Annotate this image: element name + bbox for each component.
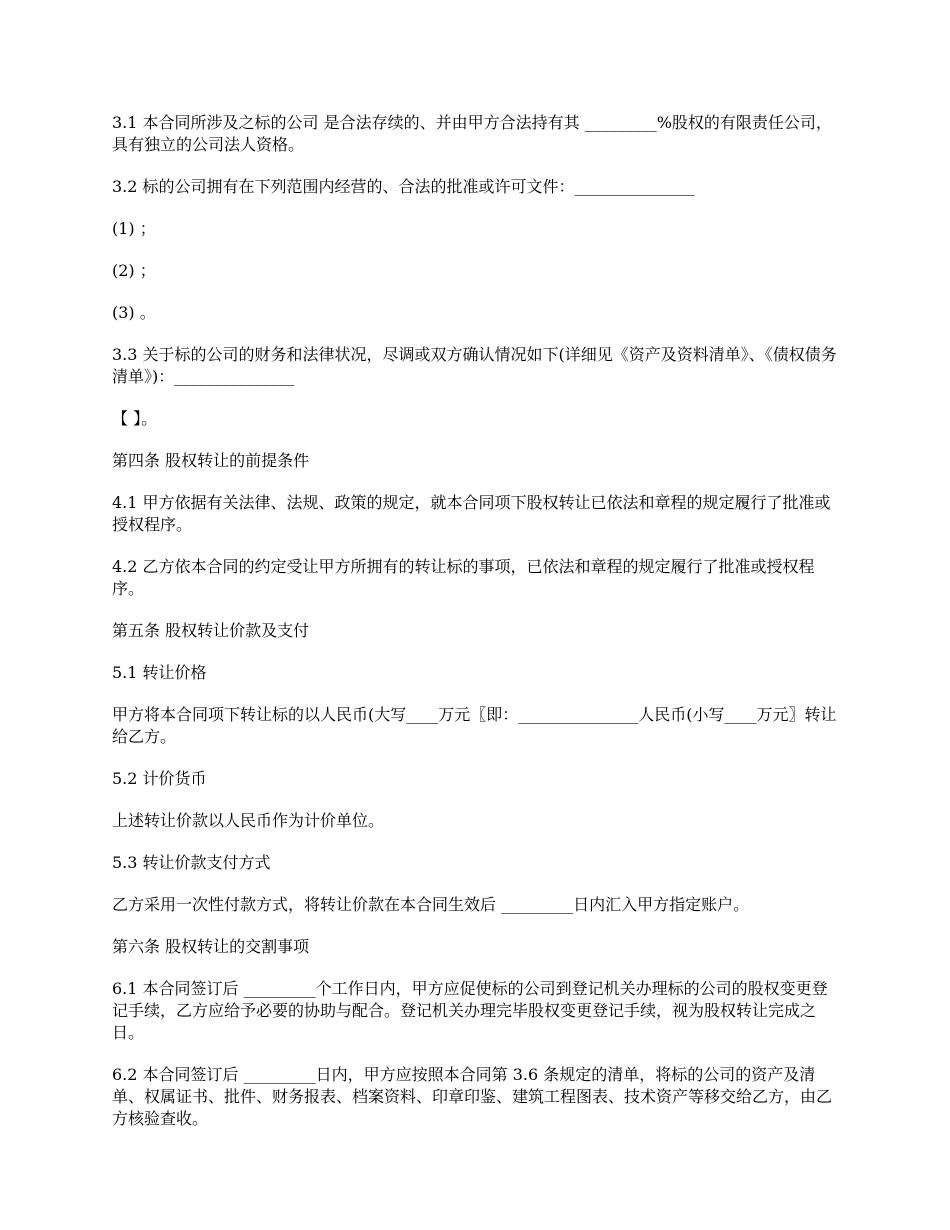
list-item-3: (3) 。	[112, 303, 156, 322]
article-5-heading: 第五条 股权转让价款及支付	[112, 621, 310, 640]
clause-5-2-title: 5.2 计价货币	[112, 769, 207, 788]
clause-6-1: 6.1 本合同签订后 _________个工作日内，甲方应促使标的公司到登记机关办理标的公司的股权变更登记手续，乙方应给予必要的协助与配合。登记机关办理完毕股权变更登记手续，视为股权转让完成之日。	[112, 979, 828, 1042]
clause-5-3-title: 5.3 转让价款支付方式	[112, 853, 271, 872]
article-4-heading: 第四条 股权转让的前提条件	[112, 451, 310, 470]
clause-5-1-body: 甲方将本合同项下转让标的以人民币(大写____万元〖即：_______________人民币(小写____万元〗转让给乙方。	[112, 705, 837, 746]
list-item-1: (1) ；	[112, 219, 156, 238]
clause-6-2: 6.2 本合同签订后 _________日内，甲方应按照本合同第 3.6 条规定的清单，将标的公司的资产及清单、权属证书、批件、财务报表、档案资料、印章印鉴、建筑工程图表、技术资产等移交给乙方，由乙方核验查收。	[112, 1065, 833, 1128]
clause-3-1: 3.1 本合同所涉及之标的公司 是合法存续的、并由甲方合法持有其 _________%股权的有限责任公司，具有独立的公司法人资格。	[112, 113, 832, 154]
clause-5-1-title: 5.1 转让价格	[112, 663, 207, 682]
clause-3-3: 3.3 关于标的公司的财务和法律状况，尽调或双方确认情况如下(详细见《资产及资料清单》、《债权债务清单》)：_______________	[112, 345, 837, 386]
article-6-heading: 第六条 股权转让的交割事项	[112, 937, 310, 956]
list-item-2: (2) ；	[112, 261, 156, 280]
bracket-placeholder: 【 】。	[112, 409, 158, 428]
clause-4-2: 4.2 乙方依本合同的约定受让甲方所拥有的转让标的事项，已依法和章程的规定履行了批准或授权程序。	[112, 557, 815, 598]
clause-3-2: 3.2 标的公司拥有在下列范围内经营的、合法的批准或许可文件：_______________	[112, 177, 695, 196]
clause-4-1: 4.1 甲方依据有关法律、法规、政策的规定，就本合同项下股权转让已依法和章程的规定履行了批准或授权程序。	[112, 493, 831, 534]
clause-5-3-body: 乙方采用一次性付款方式，将转让价款在本合同生效后 _________日内汇入甲方指定账户。	[112, 895, 750, 914]
document-page	[112, 112, 842, 1150]
clause-5-2-body: 上述转让价款以人民币作为计价单位。	[112, 811, 385, 830]
